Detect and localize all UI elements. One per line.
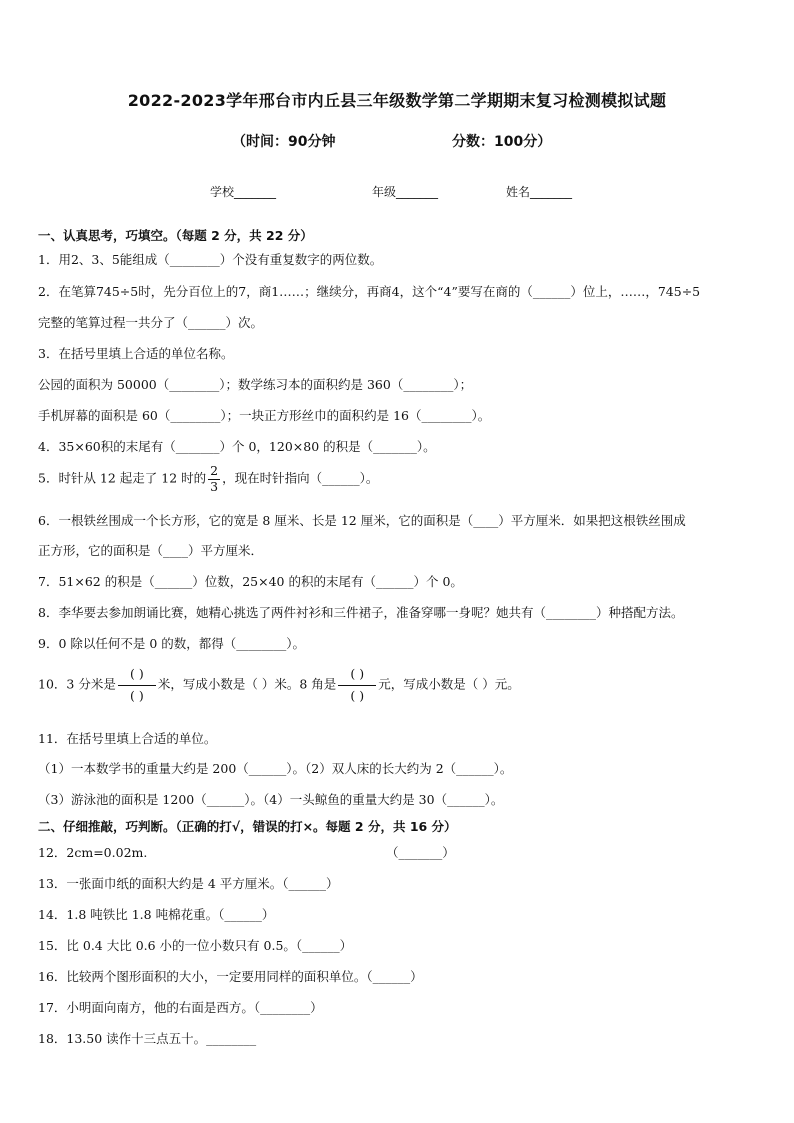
exam-score: 分数：100分） xyxy=(452,134,552,150)
fraction-two-thirds xyxy=(208,464,220,494)
question-12-blank: （_______） xyxy=(386,845,455,860)
question-11a: （1）一本数学书的重量大约是 200（______）。（2）双人床的长大约为 2（______）。 xyxy=(38,761,513,776)
fraction-blank-denominator: ( ) xyxy=(129,687,144,703)
question-2b: 完整的笔算过程一共分了（______）次。 xyxy=(38,315,264,330)
question-18: 18．13.50 读作十三点五十。________ xyxy=(38,1031,257,1046)
question-6a: 6．一根铁丝围成一个长方形，它的宽是 8 厘米、长是 12 厘米，它的面积是（____）平方厘米．如果把这根铁丝围成 xyxy=(38,513,686,528)
question-5-suffix: ，现在时针指向（______）。 xyxy=(222,470,379,486)
question-3b: 手机屏幕的面积是 60（________）；一块正方形丝巾的面积约是 16（________）。 xyxy=(38,408,491,423)
question-1: 1．用2、3、5能组成（________）个没有重复数字的两位数。 xyxy=(38,252,383,267)
exam-title: 2022-2023学年邢台市内丘县三年级数学第二学期期末复习检测模拟试题 xyxy=(127,91,667,110)
question-16: 16．比较两个图形面积的大小，一定要用同样的面积单位。（______） xyxy=(38,969,423,984)
question-10 xyxy=(38,664,520,706)
question-10-suffix: 元，写成小数是（ ）元。 xyxy=(378,676,520,692)
question-10-middle: 米，写成小数是（ ）米。8 角是 xyxy=(157,676,337,692)
question-6b: 正方形，它的面积是（____）平方厘米． xyxy=(38,543,264,558)
section-1-heading: 一、认真思考，巧填空。（每题 2 分，共 22 分） xyxy=(38,228,313,243)
question-8: 8．李华要去参加朗诵比赛，她精心挑选了两件衬衫和三件裙子，准备穿哪一身呢？她共有（________）种搭配方法。 xyxy=(38,605,684,620)
question-11: 11．在括号里填上合适的单位。 xyxy=(38,731,217,746)
name-field: 姓名_______ xyxy=(506,185,573,199)
grade-field: 年级_______ xyxy=(372,185,439,199)
fraction-blank-denominator: ( ) xyxy=(350,687,365,703)
question-11b: （3）游泳池的面积是 1200（______）。（4）一头鲸鱼的重量大约是 30（______）。 xyxy=(38,792,504,807)
question-13: 13．一张面巾纸的面积大约是 4 平方厘米。（______） xyxy=(38,876,339,891)
fraction-denominator: 3 xyxy=(210,478,219,494)
exam-time: （时间：90分钟 xyxy=(232,134,336,150)
question-17: 17．小明面向南方，他的右面是西方。（________） xyxy=(38,1000,323,1015)
section-2-heading: 二、仔细推敲，巧判断。（正确的打√，错误的打×。每题 2 分，共 16 分） xyxy=(38,819,457,834)
question-7: 7．51×62 的积是（______）位数，25×40 的积的末尾有（______）个 0。 xyxy=(38,574,463,589)
school-field: 学校_______ xyxy=(210,185,277,199)
fraction-blank-numerator: ( ) xyxy=(118,664,156,686)
fraction-numerator: 2 xyxy=(210,463,219,478)
fraction-blank-2 xyxy=(338,664,376,706)
question-4: 4．35×60积的末尾有（_______）个 0，120×80 的积是（_______）。 xyxy=(38,439,436,454)
question-14: 14．1.8 吨铁比 1.8 吨棉花重。（______） xyxy=(38,907,275,922)
question-15: 15．比 0.4 大比 0.6 小的一位小数只有 0.5。（______） xyxy=(38,938,353,953)
fraction-blank-1 xyxy=(118,664,156,706)
question-9: 9．0 除以任何不是 0 的数，都得（________）。 xyxy=(38,636,306,651)
question-5-text: 5．时针从 12 起走了 12 时的 xyxy=(38,470,207,486)
fraction-blank-numerator: ( ) xyxy=(338,664,376,686)
question-5 xyxy=(38,464,378,494)
question-2a: 2．在笔算745÷5时，先分百位上的7，商1……；继续分，再商4，这个“4”要写在商的（______）位上，……，745÷5 xyxy=(38,284,701,299)
question-3: 3．在括号里填上合适的单位名称。 xyxy=(38,346,234,361)
question-12: 12．2cm=0.02m. xyxy=(38,845,148,860)
question-10-text: 10．3 分米是 xyxy=(38,676,116,692)
question-3a: 公园的面积为 50000（________）；数学练习本的面积约是 360（________）； xyxy=(38,377,473,392)
